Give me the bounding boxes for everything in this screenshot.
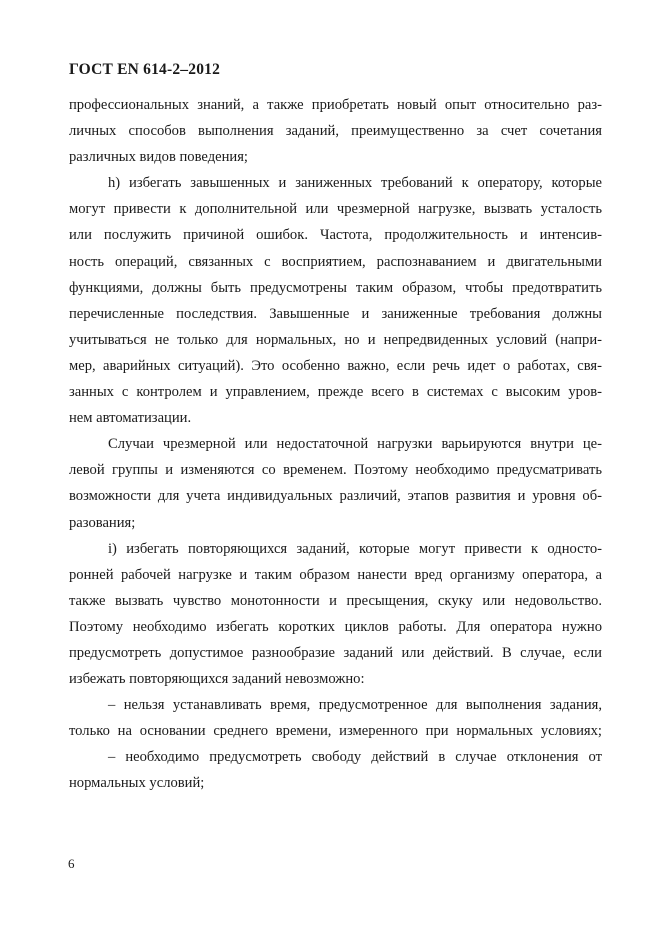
text-line: могут привести к дополнительной или чрезмерной нагрузке, вызвать усталость xyxy=(69,201,602,218)
text-line: Поэтому необходимо избегать коротких циклов работы. Для оператора нужно xyxy=(69,618,602,635)
text-line: или послужить причиной ошибок. Частота, продолжительность и интенсив- xyxy=(69,227,602,244)
text-line: предусмотреть допустимое разнообразие заданий или действий. В случае, если xyxy=(69,644,602,661)
text-line: только на основании среднего времени, измеренного при нормальных условиях; xyxy=(69,723,602,740)
text-line: – нельзя устанавливать время, предусмотренное для выполнения задания, xyxy=(108,697,602,714)
body-text xyxy=(69,92,602,797)
text-line: ронней рабочей нагрузке и таким образом нанести вред организму оператора, а xyxy=(69,566,602,583)
text-line: нем автоматизации. xyxy=(69,410,192,427)
text-line: возможности для учета индивидуальных различий, этапов развития и уровня об- xyxy=(69,488,602,505)
text-line: функциями, должны быть предусмотрены таким образом, чтобы предотвратить xyxy=(69,279,602,296)
text-line: – необходимо предусмотреть свободу действий в случае отклонения от xyxy=(108,749,602,766)
text-line: учитываться не только для нормальных, но и непредвиденных условий (напри- xyxy=(69,331,602,348)
text-line: Случаи чрезмерной или недостаточной нагрузки варьируются внутри це- xyxy=(108,436,602,453)
text-line: перечисленные последствия. Завышенные и заниженные требования должны xyxy=(69,305,602,322)
page-header: ГОСТ EN 614-2–2012 xyxy=(69,61,221,78)
text-line: нормальных условий; xyxy=(69,775,205,792)
text-line: избежать повторяющихся заданий невозможно: xyxy=(69,671,365,688)
text-line: занных с контролем и управлением, прежде всего в системах с высоким уров- xyxy=(69,384,602,401)
text-line: левой группы и изменяются со временем. Поэтому необходимо предусматривать xyxy=(69,462,602,479)
text-line: разования; xyxy=(69,514,136,531)
text-line: профессиональных знаний, а также приобретать новый опыт относительно раз- xyxy=(69,97,602,113)
text-line: личных способов выполнения заданий, преимущественно за счет сочетания xyxy=(69,123,602,140)
text-line: ность операций, связанных с восприятием, распознаванием и двигательными xyxy=(69,253,602,270)
text-line: также вызвать чувство монотонности и пресыщения, скуку или недовольство. xyxy=(69,592,602,609)
text-line: различных видов поведения; xyxy=(69,149,248,166)
text-line: i) избегать повторяющихся заданий, которые могут привести к односто- xyxy=(108,540,602,557)
text-line: h) избегать завышенных и заниженных требований к оператору, которые xyxy=(108,175,602,192)
text-line: мер, аварийных ситуаций). Это особенно важно, если речь идет о работах, свя- xyxy=(69,357,602,374)
page-number: 6 xyxy=(68,856,75,871)
